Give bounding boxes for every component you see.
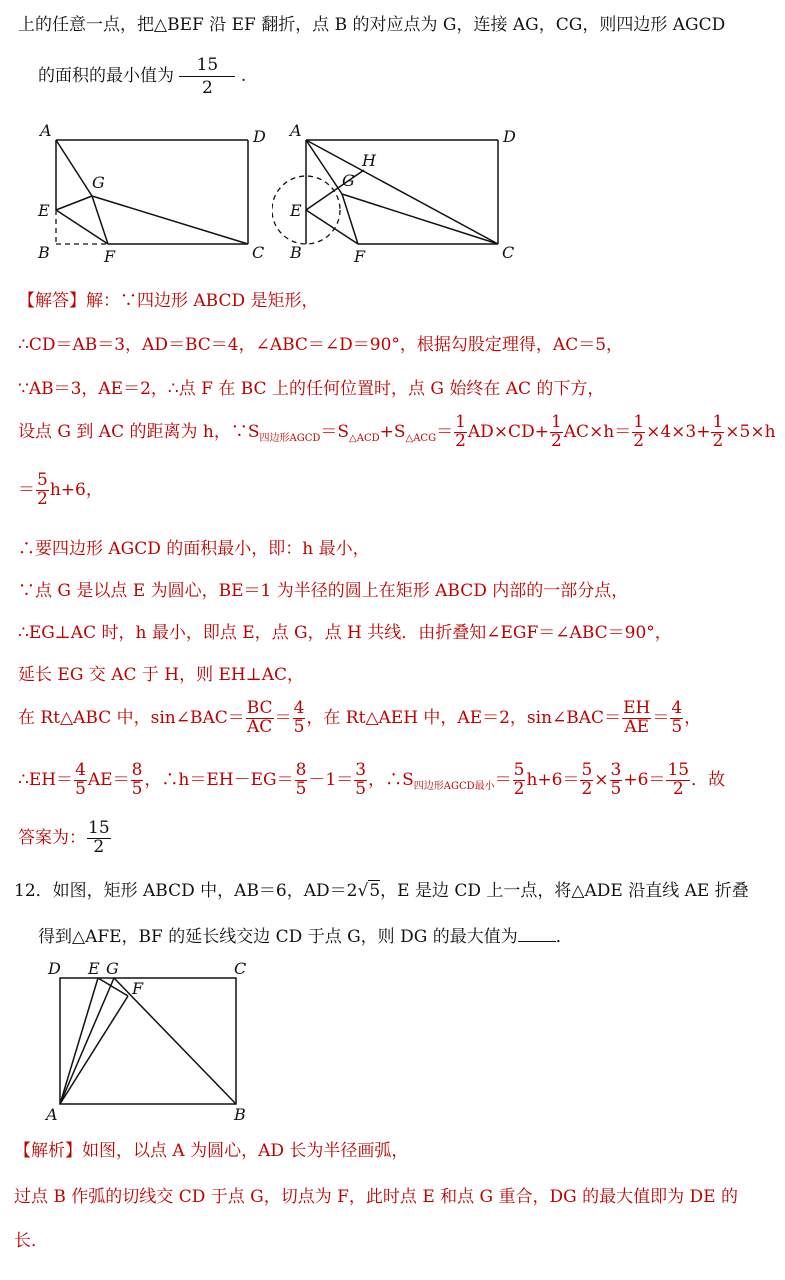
fig3-seg-ae xyxy=(60,978,98,1104)
solution11-line1 xyxy=(18,290,319,312)
solution12-line3: 长． xyxy=(14,1231,48,1251)
solution11-line5 xyxy=(18,472,103,509)
fig2-label-f: F xyxy=(354,247,366,266)
fig2-label-h: H xyxy=(362,151,376,170)
l4-sub1: 四边形AGCD xyxy=(259,432,321,444)
final-answer-fraction: $\frac{15}{2}$ xyxy=(88,818,110,857)
p12-l2-a: 得到△AFE，BF 的延长线交边 CD 于点 G，则 DG 的最大值为 xyxy=(38,927,518,947)
frac-eh-ae: $\frac{EH}{AE}$ xyxy=(623,698,651,737)
fig1-label-g: G xyxy=(92,173,105,192)
l5-a: ＝ xyxy=(18,479,35,500)
l10-d: ＝ xyxy=(652,707,670,728)
l4-f: AC×h＝ xyxy=(563,421,632,442)
p12-l1-b: ，E 是边 CD 上一点，将△ADE 沿直线 AE 折叠 xyxy=(380,881,749,901)
problem12-line2 xyxy=(38,926,573,948)
frac-8-5-b: $\frac{8}{5}$ xyxy=(295,760,307,799)
solution11-line8: ∴EG⊥AC 时，h 最小，即点 E，点 G，点 H 共线．由折叠知∠EGF＝∠ABC＝90°， xyxy=(18,623,672,643)
fig1-label-a: A xyxy=(40,121,52,140)
l11-sub: 四边形AGCD最小 xyxy=(413,780,495,792)
problem11-line2 xyxy=(38,54,246,99)
p12-sqrt-value: 5 xyxy=(369,881,381,901)
fig1-seg-ef xyxy=(56,210,108,244)
solution11-text1: 解：∵四边形 ABCD 是矩形， xyxy=(86,291,319,311)
solution11-line7: ∵点 G 是以点 E 为圆心，BE＝1 为半径的圆上在矩形 ABCD 内部的一部分点， xyxy=(18,581,629,601)
solution-tag: 【解答】 xyxy=(18,291,86,311)
l4-a: 设点 G 到 AC 的距离为 h，∵S xyxy=(18,421,260,442)
frac-half-1: $\frac{1}{2}$ xyxy=(455,412,466,451)
frac-four-fifths-2: $\frac{4}{5}$ xyxy=(671,698,683,737)
fig3-label-g: G xyxy=(106,959,119,978)
l11-b: AE＝ xyxy=(87,769,130,790)
l4-g: ×4×3+ xyxy=(646,421,711,442)
solution11-line2: ∴CD＝AB＝3，AD＝BC＝4，∠ABC＝∠D＝90°，根据勾股定理得，AC＝5， xyxy=(18,335,624,355)
frac-four-fifths-1: $\frac{4}{5}$ xyxy=(293,698,305,737)
l4-c: +S xyxy=(379,421,406,442)
fig2-label-a: A xyxy=(290,121,302,140)
frac-five-halves: $\frac{5}{2}$ xyxy=(37,470,48,509)
fig1-seg-gc xyxy=(92,196,248,244)
problem11-line1: 上的任意一点，把△BEF 沿 EF 翻折，点 B 的对应点为 G，连接 AG，CG，则四边形 AGCD xyxy=(18,15,726,35)
fig2-label-b: B xyxy=(290,243,302,262)
answer-denominator: 2 xyxy=(179,76,235,99)
problem12-line1 xyxy=(14,880,749,902)
solution11-line11 xyxy=(18,762,725,799)
p12-l2-b: ． xyxy=(555,927,573,947)
frac-5-2-b: $\frac{5}{2}$ xyxy=(581,760,593,799)
fig3-label-d: D xyxy=(48,959,61,978)
l5-b: h+6， xyxy=(49,479,103,500)
fig1-seg-gf xyxy=(92,196,108,244)
fig3-seg-ag xyxy=(60,978,114,1104)
fig1-seg-ag xyxy=(56,140,92,196)
frac-half-4: $\frac{1}{2}$ xyxy=(712,412,724,451)
solution11-line3: ∵AB＝3，AE＝2，∴点 F 在 BC 上的任何位置时，点 G 始终在 AC 的下方， xyxy=(18,379,605,399)
l11-e: ，∴S xyxy=(368,769,414,790)
fig2-seg-gf xyxy=(342,194,358,244)
answer-blank xyxy=(518,941,556,942)
frac-4-5: $\frac{4}{5}$ xyxy=(75,760,86,799)
frac-5-2-a: $\frac{5}{2}$ xyxy=(513,760,525,799)
solution12-line1 xyxy=(14,1140,408,1162)
fig3-seg-af xyxy=(60,996,128,1104)
frac-3-5-b: $\frac{3}{5}$ xyxy=(610,760,622,799)
fig2-seg-eh xyxy=(306,170,364,210)
l10-a: 在 Rt△ABC 中，sin∠BAC＝ xyxy=(18,707,245,728)
l10-b: ＝ xyxy=(274,707,292,728)
fig3-label-a: A xyxy=(46,1105,58,1124)
fig2-seg-ef xyxy=(306,210,358,244)
l11-g: h+6＝ xyxy=(526,769,580,790)
fig3-label-e: E xyxy=(88,959,100,978)
fig2-label-c: C xyxy=(502,243,515,262)
l4-sub3: △ACG xyxy=(405,432,437,444)
fig2-label-g: G xyxy=(342,171,355,190)
fig1-label-b: B xyxy=(38,243,50,262)
l10-c: ，在 Rt△AEH 中，AE＝2，sin∠BAC＝ xyxy=(306,707,622,728)
solution11-line6: ∴要四边形 AGCD 的面积最小，即：h 最小， xyxy=(18,539,370,559)
l11-f: ＝ xyxy=(494,769,512,790)
fig1-label-d: D xyxy=(253,127,266,146)
p12-l1-a: 12．如图，矩形 ABCD 中，AB＝6，AD＝2 xyxy=(14,881,358,901)
l11-c: ，∴h＝EH－EG＝ xyxy=(144,769,294,790)
problem11-line2-prefix: 的面积的最小值为 xyxy=(38,66,174,86)
frac-3-5-a: $\frac{3}{5}$ xyxy=(355,760,367,799)
fig2-label-e: E xyxy=(290,201,302,220)
l11-d: －1＝ xyxy=(308,769,354,790)
l11-a: ∴EH＝ xyxy=(18,769,74,790)
frac-bc-ac: $\frac{BC}{AC}$ xyxy=(246,698,273,737)
sqrt-radical: √ xyxy=(357,881,369,901)
problem11-answer-fraction xyxy=(179,54,235,99)
l12-text: 答案为： xyxy=(18,827,86,848)
l11-i: +6＝ xyxy=(623,769,666,790)
fig1-seg-eg xyxy=(56,196,92,210)
frac-15-2: $\frac{15}{2}$ xyxy=(667,760,690,799)
answer-numerator: 15 xyxy=(196,55,219,75)
figure-3-rectangle xyxy=(36,956,266,1126)
l4-e: AD×CD+ xyxy=(467,421,549,442)
l4-sub2: △ACD xyxy=(349,432,380,444)
l4-d: ＝ xyxy=(436,421,454,442)
fig2-seg-ag xyxy=(306,140,342,194)
frac-half-3: $\frac{1}{2}$ xyxy=(633,412,645,451)
frac-half-2: $\frac{1}{2}$ xyxy=(550,412,562,451)
fig3-label-f: F xyxy=(132,979,144,998)
solution11-line9: 延长 EG 交 AC 于 H，则 EH⊥AC， xyxy=(18,665,305,685)
l11-j: ．故 xyxy=(691,769,726,790)
l4-h: ×5×h xyxy=(725,421,776,442)
fig2-label-d: D xyxy=(503,127,516,146)
fig1-label-c: C xyxy=(252,243,265,262)
solution12-text1: 如图，以点 A 为圆心，AD 长为半径画弧， xyxy=(82,1141,409,1161)
frac-8-5-a: $\frac{8}{5}$ xyxy=(131,760,143,799)
fig1-label-f: F xyxy=(104,247,116,266)
fig1-label-e: E xyxy=(38,201,50,220)
solution11-line10: 在 Rt△ABC 中，sin∠BAC＝ $\frac{BC}{AC}$ ＝ $\frac{4}{5}$ ，在 Rt△AEH 中，AE＝2，sin∠BAC＝ $\frac{EH}{AE}$ ＝ $\frac{4}{5}$ ， xyxy=(18,698,702,737)
figure-2-rectangle-circle xyxy=(272,118,532,268)
fig3-label-b: B xyxy=(234,1105,246,1124)
l4-b: ＝S xyxy=(320,421,350,442)
solution11-line12 xyxy=(18,820,112,857)
solution12-tag: 【解析】 xyxy=(14,1141,82,1161)
solution11-line4 xyxy=(18,414,776,451)
fig3-label-c: C xyxy=(234,959,247,978)
l11-h: × xyxy=(594,769,609,790)
solution12-line2: 过点 B 作弧的切线交 CD 于点 G，切点为 F，此时点 E 和点 G 重合，DG 的最大值即为 DE 的 xyxy=(14,1187,738,1207)
figure-1-rectangle xyxy=(30,118,280,268)
problem11-line2-suffix: . xyxy=(240,66,247,86)
